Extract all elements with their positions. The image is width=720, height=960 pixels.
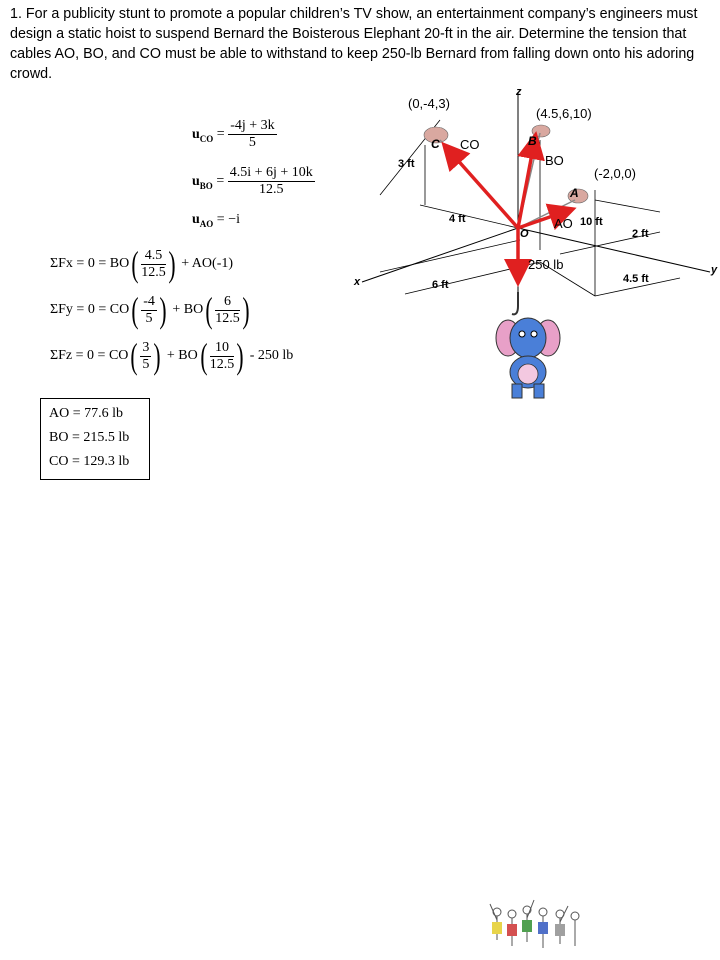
label-load: 250 lb (528, 257, 564, 272)
equation-sum-fy: ΣFy = 0 = CO( $\frac{-4}{5}$ ) + BO( $\frac{6}{12.5}$ ) (50, 290, 250, 330)
axis-z-label: z (516, 86, 522, 98)
dim-6ft: 6 ft (432, 279, 449, 291)
point-a-label: A (570, 186, 579, 200)
unit-vector-ao: $u_{AO} = -i$ (192, 212, 240, 229)
elephant-icon (496, 318, 560, 398)
axis-x-label: x (354, 276, 361, 288)
dim-4ft: 4 ft (449, 213, 466, 225)
answer-co: CO = 129.3 lb (49, 454, 130, 469)
dim-4-5ft: 4.5 ft (623, 273, 649, 285)
dim-2ft: 2 ft (632, 228, 649, 240)
equation-sum-fz: ΣFz = 0 = CO( $\frac{3}{5}$ ) + BO( $\frac{10}{12.5}$ ) - 250 lb (50, 336, 294, 376)
coord-b: (4.5,6,10) (536, 106, 592, 121)
unit-vector-co: $u_{CO}$ = $\frac{-4j + 3k}{5}$ (192, 118, 275, 150)
unit-vector-bo: $u_{BO}$ = $\frac{4.5i + 6j + 10k}{12.5}$ (192, 165, 313, 197)
dim-3ft: 3 ft (398, 158, 415, 170)
crowd-icon (490, 900, 579, 948)
coord-c: (0,-4,3) (408, 96, 450, 111)
answer-bo: BO = 215.5 lb (49, 430, 130, 445)
equation-sum-fx: ΣFx = 0 = BO( $\frac{4.5}{12.5}$ ) + AO(-1) (50, 244, 234, 284)
hook-icon (512, 292, 518, 314)
axis-y-label: y (711, 264, 718, 276)
x-axis (362, 228, 518, 282)
coord-a: (-2,0,0) (594, 166, 636, 181)
label-ao: AO (554, 216, 573, 231)
answer-ao: AO = 77.6 lb (49, 406, 124, 421)
problem-statement: 1. For a publicity stunt to promote a popular children’s TV show, an entertainment company’s engineers must design a static hoist to suspend Bernard the Boisterous Elephant 20-ft in the air. Determine the tension that cables AO, BO, and CO must be able to withstand to keep 250-lb Bernard from falling down onto his adoring crowd. (10, 6, 698, 82)
point-o-label: O (520, 228, 529, 240)
label-co: CO (460, 137, 480, 152)
label-bo: BO (545, 153, 564, 168)
dim-10ft: 10 ft (580, 216, 603, 228)
point-c-label: C (431, 137, 440, 151)
point-b-label: B (528, 134, 537, 148)
vector-bo-arrow (518, 138, 535, 228)
